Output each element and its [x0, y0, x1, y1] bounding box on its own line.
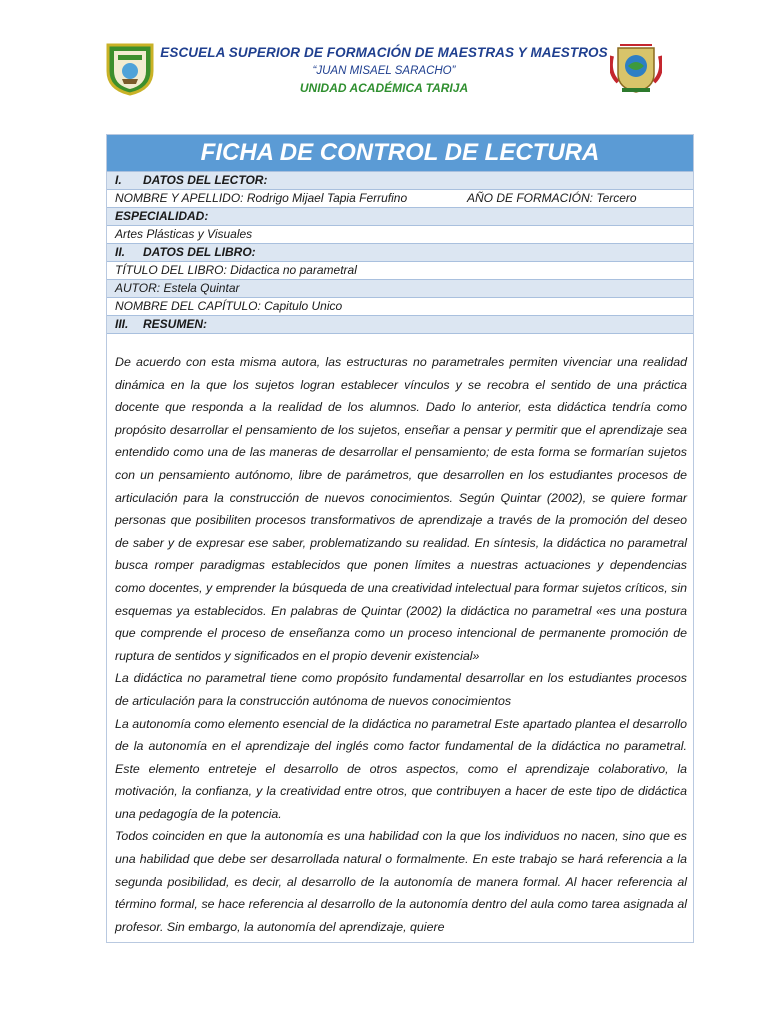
- institution-name: ESCUELA SUPERIOR DE FORMACIÓN DE MAESTRAS Y MAESTROS: [160, 45, 608, 60]
- specialty-label-row: [107, 207, 693, 225]
- training-year: AÑO DE FORMACIÓN: Tercero: [467, 191, 637, 205]
- reader-name-row: [107, 189, 693, 207]
- section-label: DATOS DEL LECTOR:: [143, 173, 268, 187]
- form-title: FICHA DE CONTROL DE LECTURA: [107, 135, 693, 171]
- regional-emblem-logo-icon: [610, 38, 662, 96]
- summary-body: [115, 351, 687, 938]
- summary-paragraph: Todos coinciden en que la autonomía es una habilidad con la que los individuos no nacen, sino que es una habilidad que debe ser desarrollada natural o formalmente. En este trabajo se hará referencia a la segunda posibilidad, es decir, al desarrollo de la autonomía de manera formal. Al hacer referencia al término formal, se hace referencia al desarrollo de la autonomía dentro del aula como tarea asignada al profesor. Sin embargo, la autonomía del aprendizaje, quiere: [115, 829, 687, 934]
- section-number: I.: [115, 173, 122, 187]
- section-number: II.: [115, 245, 126, 259]
- reading-control-form: [106, 134, 694, 943]
- section-number: III.: [115, 317, 129, 331]
- reader-name: NOMBRE Y APELLIDO: Rodrigo Mijael Tapia Ferrufino: [115, 191, 408, 205]
- summary-paragraph: La autonomía como elemento esencial de la didáctica no parametral Este apartado plantea el desarrollo de la autonomía en el aprendizaje del inglés como factor fundamental de la didáctica no parametral. Este elemento entreteje el desarrollo de otros aspectos, como el aprendizaje colaborativo, la motivación, la confianza, y la creatividad entre otros, que contribuyen a hacer de este tipo de didáctica una pedagogía de la potencia.: [115, 716, 687, 821]
- author: AUTOR: Estela Quintar: [115, 281, 240, 295]
- book-title-row: [107, 261, 693, 279]
- summary-paragraph: De acuerdo con esta misma autora, las estructuras no parametrales permiten vivenciar una realidad dinámica en la que los sujetos logran establecer vínculos y se recobra el sentido de una práctica docente que responda a la realidad de los alumnos. Dado lo anterior, esta didáctica tendría como propósito desarrollar el pensamiento de los sujetos, enseñar a pensar y permitir que el aprendizaje sea entendido como una de las maneras de desarrollar el pensamiento; de esta forma se formarían sujetos con un pensamiento autónomo, libre de parámetros, que desarrollen en los estudiantes procesos de articulación para la construcción de nuevos conocimientos. Según Quintar (2002), se quiere formar personas que posibiliten procesos transformativos de aprendizaje a través de la promoción del deseo de saber y de expresar ese saber, problematizando su realidad. En síntesis, la didáctica no parametral busca romper paradigmas establecidos que ponen límites a nuestras actuaciones y dependencias como docentes, y emprender la búsqueda de una creatividad intelectual para formar sujetos críticos, sin esquemas ya establecidos. En palabras de Quintar (2002) la didáctica no parametral «es una postura que comprende el proceso de enseñanza como un proceso intencional de permanente promoción de ruptura de sentidos y significados en el propio devenir existencial»: [115, 355, 687, 663]
- author-row: [107, 279, 693, 297]
- section-reader-header: [107, 171, 693, 189]
- chapter-row: [107, 297, 693, 315]
- specialty-value-row: [107, 225, 693, 243]
- academic-unit: UNIDAD ACADÉMICA TARIJA: [299, 81, 469, 95]
- chapter-name: NOMBRE DEL CAPÍTULO: Capitulo Unico: [115, 299, 343, 313]
- section-summary-header: [107, 315, 693, 334]
- school-shield-logo-icon: [104, 41, 156, 96]
- summary-paragraph: La didáctica no parametral tiene como propósito fundamental desarrollar en los estudiantes procesos de articulación para la construcción autónoma de nuevos conocimientos: [115, 671, 687, 708]
- section-label: RESUMEN:: [143, 317, 208, 331]
- specialty-label: ESPECIALIDAD:: [115, 209, 209, 223]
- section-book-header: [107, 243, 693, 261]
- section-label: DATOS DEL LIBRO:: [143, 245, 256, 259]
- specialty-value: Artes Plásticas y Visuales: [115, 227, 253, 241]
- institution-subname: “JUAN MISAEL SARACHO”: [312, 65, 456, 77]
- book-title: TÍTULO DEL LIBRO: Didactica no parametral: [115, 263, 357, 277]
